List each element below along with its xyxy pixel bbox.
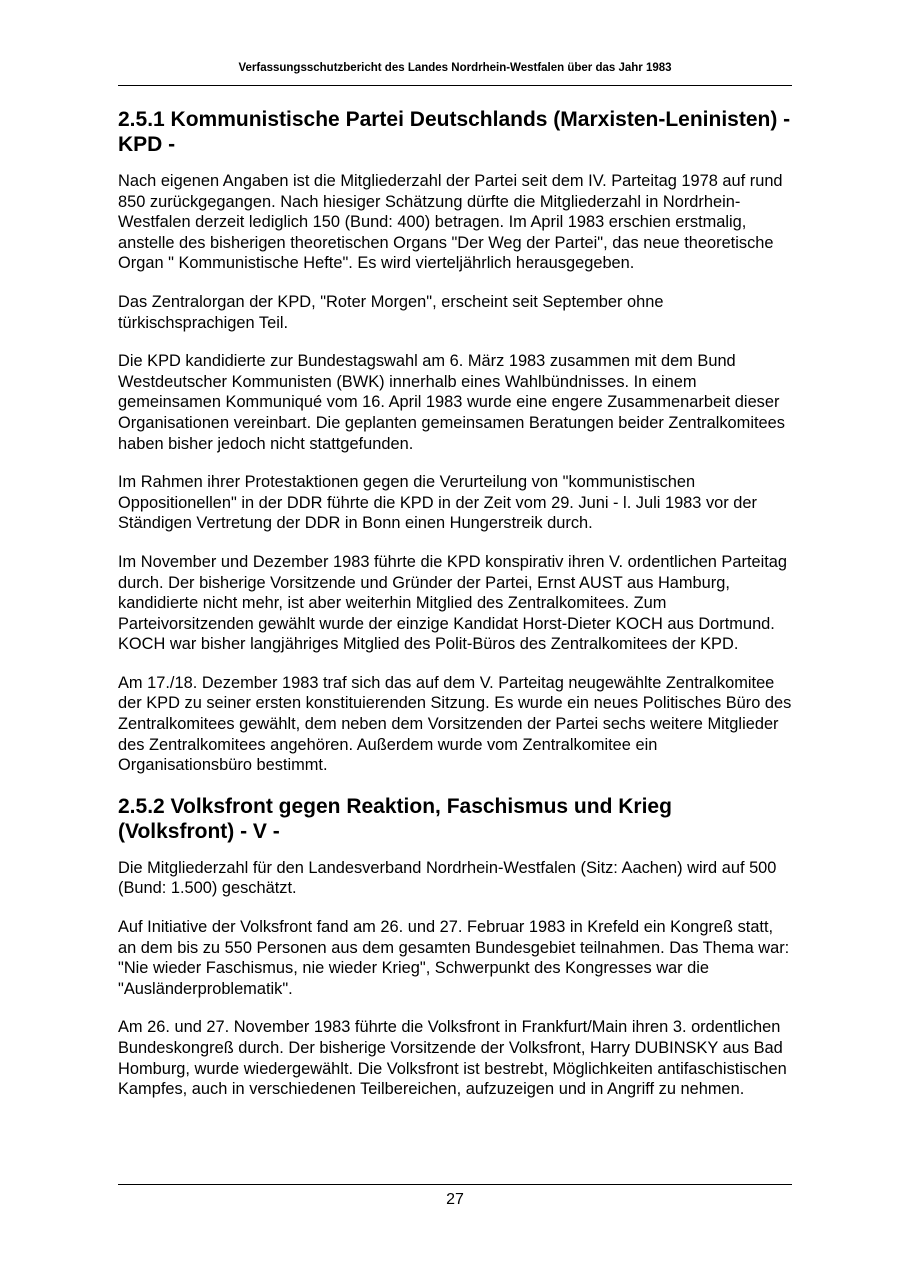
- paragraph: Die KPD kandidierte zur Bundestagswahl am 6. März 1983 zusammen mit dem Bund Westdeutscher Kommunisten (BWK) innerhalb eines Wahlbündnisses. In einem gemeinsamen Kommuniqué vom 16. April 1983 wurde eine engere Zusammenarbeit dieser Organisationen vereinbart. Die geplanten gemeinsamen Beratungen beider Zentralkomitees haben bisher jedoch nicht stattgefunden.: [118, 352, 785, 453]
- footer-rule: [118, 1184, 792, 1185]
- paragraph: Auf Initiative der Volksfront fand am 26. und 27. Februar 1983 in Krefeld ein Kongreß statt, an dem bis zu 550 Personen aus dem gesamten Bundesgebiet teilnahmen. Das Thema war: "Nie wieder Faschismus, nie wieder Krieg", Schwerpunkt des Kongresses war die "Ausländerproblematik".: [118, 918, 790, 998]
- paragraph: Am 26. und 27. November 1983 führte die Volksfront in Frankfurt/Main ihren 3. ordentlichen Bundeskongreß durch. Der bisherige Vorsitzende der Volksfront, Harry DUBINSKY aus Bad Homburg, wurde wiedergewählt. Die Volksfront ist bestrebt, Möglichkeiten antifaschistischen Kampfes, auch in verschiedenen Teilbereichen, aufzuzeigen und in Angriff zu nehmen.: [118, 1018, 787, 1099]
- paragraph: Im November und Dezember 1983 führte die KPD konspirativ ihren V. ordentlichen Parteitag durch. Der bisherige Vorsitzende und Gründer der Partei, Ernst AUST aus Hamburg, kandidierte nicht mehr, ist aber weiterhin Mitglied des Zentralkomitees. Zum Parteivorsitzenden gewählt wurde der einzige Kandidat Horst-Dieter KOCH aus Dortmund. KOCH war bisher langjähriges Mitglied des Polit-Büros des Zentralkomitees der KPD.: [118, 552, 788, 654]
- header-rule: [118, 85, 792, 86]
- paragraph: Das Zentralorgan der KPD, "Roter Morgen", erscheint seit September ohne türkischsprachigen Teil.: [118, 292, 664, 332]
- running-header: Verfassungsschutzbericht des Landes Nordrhein-Westfalen über das Jahr 1983: [238, 62, 672, 74]
- paragraph: Im Rahmen ihrer Protestaktionen gegen die Verurteilung von "kommunistischen Oppositionellen" in der DDR führte die KPD in der Zeit vom 29. Juni - l. Juli 1983 vor der Ständigen Vertretung der DDR in Bonn einen Hungerstreik durch.: [118, 473, 757, 533]
- page-number: 27: [446, 1191, 464, 1208]
- section-heading-kpd: 2.5.1 Kommunistische Partei Deutschlands (Marxisten-Leninisten) - KPD -: [118, 108, 791, 156]
- paragraph: Die Mitgliederzahl für den Landesverband Nordrhein-Westfalen (Sitz: Aachen) wird auf 500 (Bund: 1.500) geschätzt.: [118, 858, 777, 898]
- paragraph: Nach eigenen Angaben ist die Mitgliederzahl der Partei seit dem IV. Parteitag 1978 auf rund 850 zurückgegangen. Nach hiesiger Schätzung dürfte die Mitgliederzahl in Nordrhein-Westfalen derzeit lediglich 150 (Bund: 400) betragen. Im April 1983 erschien erstmalig, anstelle des bisherigen theoretischen Organs "Der Weg der Partei", das neue theoretische Organ " Kommunistische Hefte". Es wird vierteljährlich herausgegeben.: [118, 172, 783, 273]
- paragraph: Am 17./18. Dezember 1983 traf sich das auf dem V. Parteitag neugewählte Zentralkomitee der KPD zu seiner ersten konstituierenden Sitzung. Es wurde ein neues Politisches Büro des Zentralkomitees gewählt, dem neben dem Vorsitzenden der Partei sechs weitere Mitglieder des Zentralkomitees angehören. Außerdem wurde vom Zentralkomitee ein Organisationsbüro bestimmt.: [118, 673, 792, 775]
- section-heading-volksfront: 2.5.2 Volksfront gegen Reaktion, Faschismus und Krieg (Volksfront) - V -: [118, 794, 672, 843]
- page-content: [118, 107, 792, 1118]
